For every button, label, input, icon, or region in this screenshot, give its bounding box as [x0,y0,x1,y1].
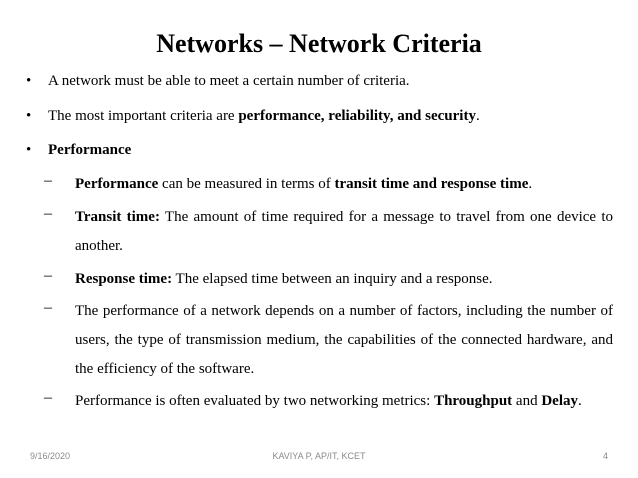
bullet-text: A network must be able to meet a certain number of criteria. [48,73,410,89]
dash-marker: – [44,172,52,189]
slide-title: Networks – Network Criteria [156,29,482,58]
sub-bullet-text: Performance is often evaluated by two networking metrics: Throughput and Delay. [75,393,582,409]
sub-bullet-text: Transit time: The amount of time required for a message to travel from one device to another. [75,209,613,254]
footer-date: 9/16/2020 [30,451,71,461]
footer-author: KAVIYA P, AP/IT, KCET [272,451,366,461]
sub-bullet-text: Performance can be measured in terms of transit time and response time. [75,176,533,192]
sub-bullet-text: Response time: The elapsed time between an inquiry and a response. [75,271,493,287]
bullet-text: Performance [48,142,132,158]
bullet-marker: • [26,108,32,124]
footer-page-number: 4 [602,451,608,461]
bullet-marker: • [26,142,32,158]
bullet-text: The most important criteria are performance, reliability, and security. [48,108,480,124]
dash-marker: – [44,299,52,316]
dash-marker: – [44,389,52,406]
sub-bullet-text: The performance of a network depends on a number of factors, including the number of users, the type of transmission medium, the capabilities of the connected hardware, and the efficiency of the software. [75,303,613,377]
dash-marker: – [44,267,52,284]
bullet-marker: • [26,73,32,89]
dash-marker: – [44,205,52,222]
